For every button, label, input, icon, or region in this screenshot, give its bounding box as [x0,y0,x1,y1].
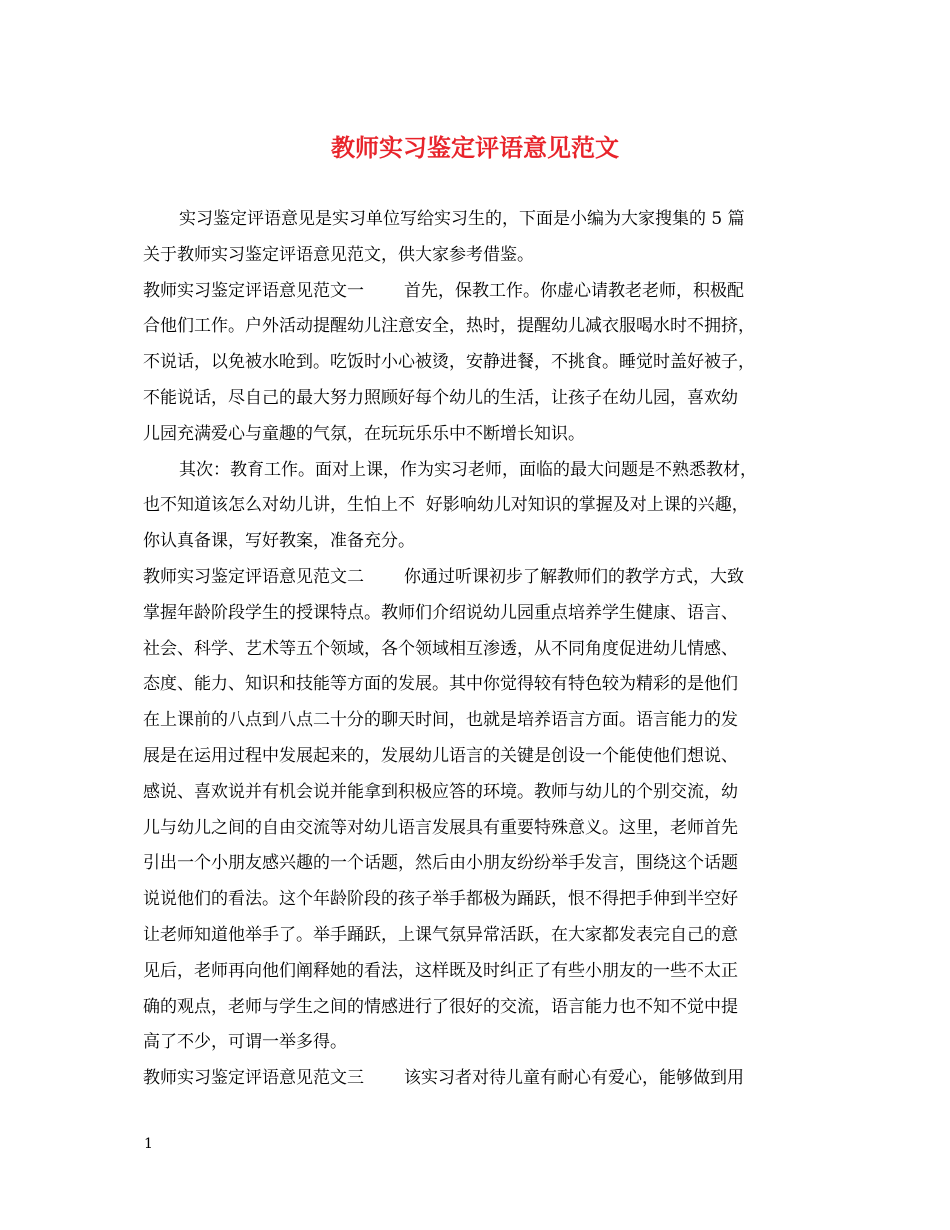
section3-heading: 教师实习鉴定评语意见范文三 [143,1068,364,1089]
section2-line-6: 展是在运用过程中发展起来的，发展幼儿语言的关键是创设一个能使他们想说、 [143,745,738,766]
intro-line-1: 实习鉴定评语意见是实习单位写给实习生的，下面是小编为大家搜集的 5 篇 [179,209,745,229]
section1-line-3: 不说话，以免被水呛到。吃饭时小心被烫，安静进餐，不挑食。睡觉时盖好被子， [143,352,755,373]
section2-line-4: 态度、能力、知识和技能等方面的发展。其中你觉得较有特色较为精彩的是他们 [143,674,738,695]
section2-line-12: 见后，老师再向他们阐释她的看法，这样既及时纠正了有些小朋友的一些不太正 [143,960,738,981]
section2-line-1: 你通过听课初步了解教师们的教学方式，大致 [404,566,744,587]
section2-line-14: 高了不少，可谓一举多得。 [143,1032,347,1053]
section2-first-line [143,560,813,596]
section2-line-9: 引出一个小朋友感兴趣的一个话题，然后由小朋友纷纷举手发言，围绕这个话题 [143,853,738,874]
section2-line-3: 社会、科学、艺术等五个领域，各个领域相互渗透，从不同角度促进幼儿情感、 [143,638,738,659]
section1-line-2: 合他们工作。户外活动提醒幼儿注意安全，热时，提醒幼儿减衣服喝水时不拥挤， [143,316,755,337]
document-body [143,202,813,1097]
section2-line-7: 感说、喜欢说并有机会说并能拿到积极应答的环境。教师与幼儿的个别交流，幼 [143,781,738,802]
page-title: 教师实习鉴定评语意见范文 [331,133,619,162]
section1-first-line [143,274,813,310]
section3-first-line [143,1061,813,1097]
section1-line-5: 儿园充满爱心与童趣的气氛，在玩玩乐乐中不断增长知识。 [143,423,585,444]
section1-para2-line-2: 也不知道该怎么对幼儿讲，生怕上不 好影响幼儿对知识的掌握及对上课的兴趣， [143,495,749,516]
section2-line-13: 确的观点，老师与学生之间的情感进行了很好的交流，语言能力也不知不觉中提 [143,996,738,1017]
intro-line-2: 关于教师实习鉴定评语意见范文，供大家参考借鉴。 [143,244,534,265]
section2-line-2: 掌握年龄阶段学生的授课特点。教师们介绍说幼儿园重点培养学生健康、语言、 [143,602,738,623]
section1-line-1: 首先，保教工作。你虚心请教老老师，积极配 [404,280,744,301]
section2-line-10: 说说他们的看法。这个年龄阶段的孩子举手都极为踊跃，恨不得把手伸到半空好 [143,889,738,910]
section1-heading: 教师实习鉴定评语意见范文一 [143,280,364,301]
section2-line-5: 在上课前的八点到八点二十分的聊天时间，也就是培养语言方面。语言能力的发 [143,710,738,731]
section2-line-11: 让老师知道他举手了。举手踊跃，上课气氛异常活跃，在大家都发表完自己的意 [143,924,738,945]
section1-para2-line-3: 你认真备课，写好教案，准备充分。 [143,531,415,552]
section1-line-4: 不能说话，尽自己的最大努力照顾好每个幼儿的生活，让孩子在幼儿园，喜欢幼 [143,387,738,408]
section3-line-1: 该实习者对待儿童有耐心有爱心，能够做到用 [404,1068,744,1089]
section2-heading: 教师实习鉴定评语意见范文二 [143,566,364,587]
section2-line-8: 儿与幼儿之间的自由交流等对幼儿语言发展具有重要特殊意义。这里，老师首先 [143,817,738,838]
section1-para2-line-1: 其次：教育工作。面对上课，作为实习老师，面临的最大问题是不熟悉教材， [179,459,757,480]
page-number: 1 [144,1136,153,1152]
